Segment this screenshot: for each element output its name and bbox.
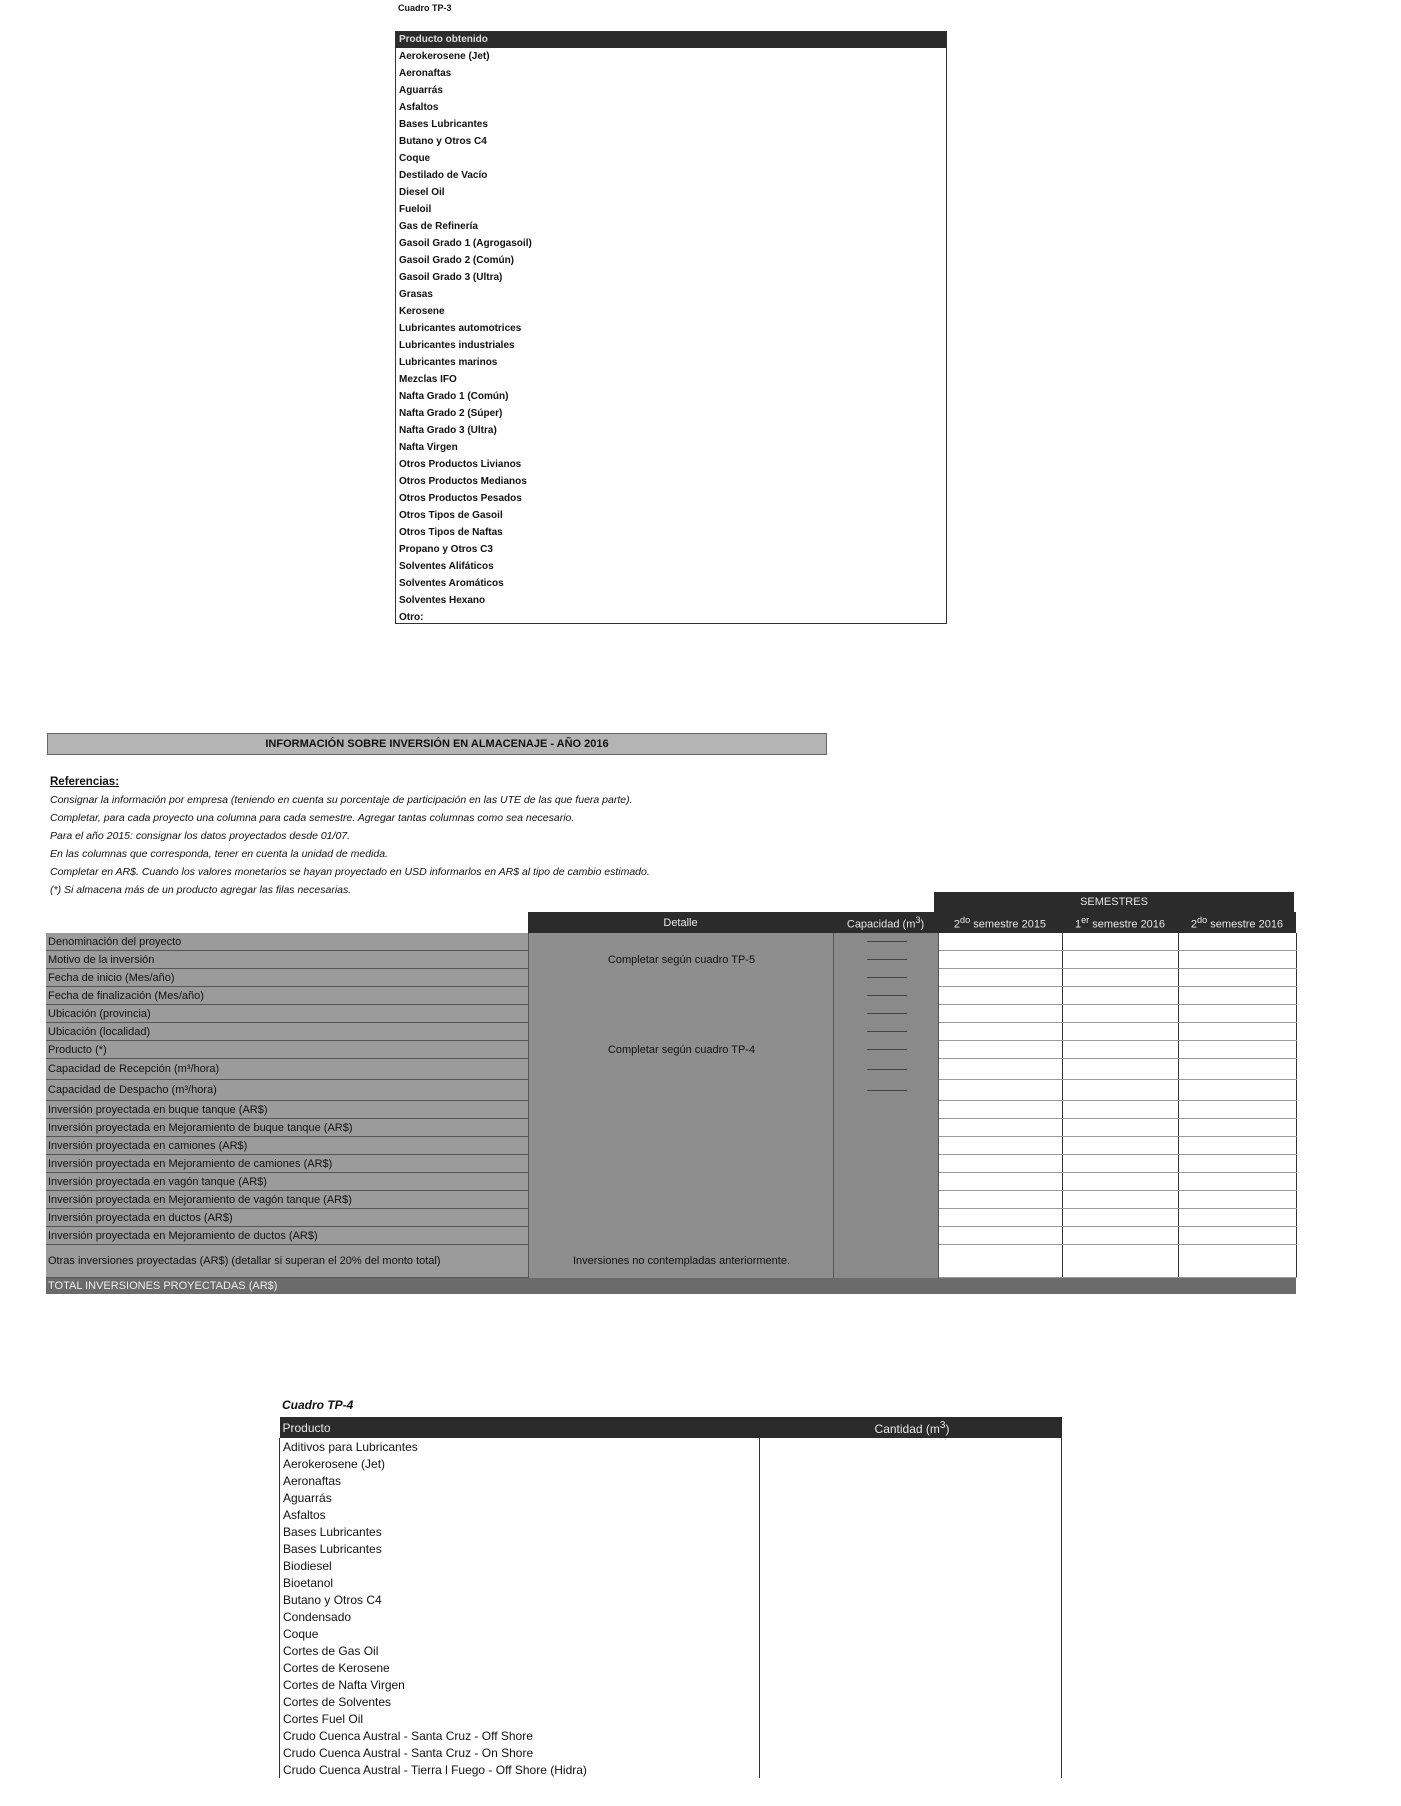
semester-input-cell[interactable] (1178, 1005, 1296, 1023)
tp4-row (280, 1472, 1062, 1489)
inversion-row (46, 1101, 1296, 1119)
row-detalle (528, 1191, 833, 1209)
semester-input-cell[interactable] (1062, 1119, 1178, 1137)
semester-input-cell[interactable] (1178, 1137, 1296, 1155)
inversion-row (46, 951, 1296, 969)
tp3-item: Butano y Otros C4 (399, 136, 487, 147)
semester-input-cell[interactable] (938, 1041, 1062, 1059)
semester-input-cell[interactable] (938, 1137, 1062, 1155)
semester-input-cell[interactable] (1062, 1155, 1178, 1173)
row-detalle (528, 1023, 833, 1041)
semester-input-cell[interactable] (1178, 1209, 1296, 1227)
row-detalle (528, 1059, 833, 1080)
total-row (46, 1278, 1296, 1295)
tp3-item: Bases Lubricantes (399, 119, 488, 130)
tp4-product: Crudo Cuenca Austral - Santa Cruz - On Shore (280, 1744, 760, 1761)
tp4-row (280, 1591, 1062, 1608)
row-label: Inversión proyectada en vagón tanque (AR$) (46, 1173, 528, 1191)
total-cell (938, 1278, 1062, 1295)
tp4-header-cantidad: Cantidad $(m^3)$ (760, 1417, 1062, 1438)
column-capacidad: Capacidad $(m^3)$ (833, 912, 938, 933)
tp4-product: Aeronaftas (280, 1472, 760, 1489)
semester-input-cell[interactable] (938, 1209, 1062, 1227)
semester-input-cell[interactable] (1062, 1173, 1178, 1191)
tp4-quantity-cell[interactable] (760, 1727, 1062, 1744)
tp4-row (280, 1693, 1062, 1710)
semester-input-cell[interactable] (938, 1245, 1062, 1278)
inversion-row (46, 1023, 1296, 1041)
inversion-row (46, 1191, 1296, 1209)
tp4-quantity-cell[interactable] (760, 1557, 1062, 1574)
row-detalle: Completar según cuadro TP-4 (528, 1041, 833, 1059)
semestres-header: SEMESTRES (934, 892, 1294, 912)
tp4-row (280, 1557, 1062, 1574)
tp3-item: Gasoil Grado 1 (Agrogasoil) (399, 238, 532, 249)
tp3-item: Solventes Hexano (399, 595, 486, 606)
reference-line: Consignar la información por empresa (teniendo en cuenta su porcentaje de participación en las UTE de las que fuera parte). (50, 794, 633, 806)
tp4-table (279, 1417, 1062, 1778)
references-block (50, 773, 950, 899)
semester-input-cell[interactable] (1178, 1023, 1296, 1041)
semester-input-cell[interactable] (938, 1005, 1062, 1023)
tp3-item: Otros Tipos de Naftas (399, 527, 503, 538)
semester-input-cell[interactable] (938, 1227, 1062, 1245)
tp4-row (280, 1625, 1062, 1642)
tp4-row (280, 1744, 1062, 1761)
row-capacidad (833, 969, 938, 987)
row-detalle (528, 969, 833, 987)
row-label: Ubicación (localidad) (46, 1023, 528, 1041)
tp4-product: Condensado (280, 1608, 760, 1625)
inversion-row (46, 1059, 1296, 1080)
row-capacidad (833, 1101, 938, 1119)
tp4-quantity-cell[interactable] (760, 1659, 1062, 1676)
tp3-item: Kerosene (399, 306, 445, 317)
total-cell (1178, 1278, 1296, 1295)
tp4-row (280, 1608, 1062, 1625)
row-label: Inversión proyectada en ductos (AR$) (46, 1209, 528, 1227)
total-cell (833, 1278, 938, 1295)
tp4-quantity-cell[interactable] (760, 1642, 1062, 1659)
tp3-item: Nafta Grado 2 (Súper) (399, 408, 503, 419)
tp3-item: Lubricantes marinos (399, 357, 498, 368)
row-detalle (528, 1137, 833, 1155)
row-detalle (528, 987, 833, 1005)
inversion-row (46, 1137, 1296, 1155)
tp4-product: Bases Lubricantes (280, 1540, 760, 1557)
row-capacidad (833, 1041, 938, 1059)
reference-line: Completar en AR$. Cuando los valores monetarios se hayan proyectado en USD informarlos en AR$ al tipo de cambio estimado. (50, 866, 650, 878)
tp4-quantity-cell[interactable] (760, 1625, 1062, 1642)
semester-input-cell[interactable] (1178, 951, 1296, 969)
inversion-row (46, 1245, 1296, 1278)
row-label: Inversión proyectada en Mejoramiento de ductos (AR$) (46, 1227, 528, 1245)
semester-input-cell[interactable] (1062, 969, 1178, 987)
row-capacidad (833, 1209, 938, 1227)
semester-input-cell[interactable] (1062, 933, 1178, 951)
tp3-title: Cuadro TP-3 (398, 3, 452, 13)
semester-input-cell[interactable] (1062, 987, 1178, 1005)
tp3-item: Fueloil (399, 204, 432, 215)
semester-input-cell[interactable] (1178, 1101, 1296, 1119)
row-label: Inversión proyectada en camiones (AR$) (46, 1137, 528, 1155)
semester-input-cell[interactable] (1062, 1041, 1178, 1059)
tp4-row (280, 1642, 1062, 1659)
tp3-item: Solventes Aromáticos (399, 578, 504, 589)
tp3-list (396, 48, 946, 626)
tp4-product: Biodiesel (280, 1557, 760, 1574)
total-label: TOTAL INVERSIONES PROYECTADAS (AR$) (46, 1278, 528, 1295)
row-label: Ubicación (provincia) (46, 1005, 528, 1023)
row-detalle (528, 1227, 833, 1245)
semester-input-cell[interactable] (1062, 1005, 1178, 1023)
tp3-table (395, 31, 947, 624)
semester-input-cell[interactable] (1178, 1227, 1296, 1245)
row-label: Denominación del proyecto (46, 933, 528, 951)
tp3-item: Asfaltos (399, 102, 439, 113)
tp3-item: Coque (399, 153, 431, 164)
row-capacidad (833, 1191, 938, 1209)
row-detalle (528, 1005, 833, 1023)
tp3-item: Otro: (399, 612, 424, 623)
tp4-row (280, 1761, 1062, 1778)
row-detalle: Inversiones no contempladas anteriormente. (528, 1245, 833, 1278)
tp4-product: Crudo Cuenca Austral - Tierra l Fuego - Off Shore (Hidra) (280, 1761, 760, 1778)
semester-input-cell[interactable] (1062, 1191, 1178, 1209)
row-label: Inversión proyectada en Mejoramiento de vagón tanque (AR$) (46, 1191, 528, 1209)
inversion-row (46, 1080, 1296, 1101)
inversion-banner: INFORMACIÓN SOBRE INVERSIÓN EN ALMACENAJE - AÑO 2016 (47, 733, 827, 755)
tp4-header-producto: Producto (280, 1417, 760, 1438)
row-label: Fecha de finalización (Mes/año) (46, 987, 528, 1005)
tp4-quantity-cell[interactable] (760, 1455, 1062, 1472)
semester-input-cell[interactable] (938, 951, 1062, 969)
row-label: Fecha de inicio (Mes/año) (46, 969, 528, 987)
tp4-product: Asfaltos (280, 1506, 760, 1523)
semester-input-cell[interactable] (938, 1173, 1062, 1191)
tp3-item: Aerokerosene (Jet) (399, 51, 490, 62)
tp4-product: Cortes Fuel Oil (280, 1710, 760, 1727)
tp3-item: Nafta Grado 1 (Común) (399, 391, 509, 402)
row-capacidad (833, 1155, 938, 1173)
tp4-row (280, 1540, 1062, 1557)
semester-input-cell[interactable] (1062, 1245, 1178, 1278)
inversion-table (46, 912, 1297, 1294)
semester-input-cell[interactable] (1178, 1191, 1296, 1209)
row-capacidad (833, 951, 938, 969)
semester-input-cell[interactable] (1178, 1155, 1296, 1173)
tp3-item: Propano y Otros C3 (399, 544, 493, 555)
tp3-item: Gasoil Grado 2 (Común) (399, 255, 515, 266)
semester-input-cell[interactable] (938, 1023, 1062, 1041)
tp4-product: Cortes de Solventes (280, 1693, 760, 1710)
tp3-item: Aguarrás (399, 85, 443, 96)
tp4-row (280, 1727, 1062, 1744)
tp3-item: Mezclas IFO (399, 374, 457, 385)
row-detalle (528, 933, 833, 951)
tp4-row (280, 1523, 1062, 1540)
tp4-row (280, 1676, 1062, 1693)
row-capacidad (833, 1245, 938, 1278)
tp3-item: Otros Productos Pesados (399, 493, 522, 504)
semester-input-cell[interactable] (1178, 1119, 1296, 1137)
semester-input-cell[interactable] (1062, 1080, 1178, 1101)
semester-input-cell[interactable] (938, 987, 1062, 1005)
tp4-quantity-cell[interactable] (760, 1574, 1062, 1591)
tp3-item: Gasoil Grado 3 (Ultra) (399, 272, 503, 283)
inversion-row (46, 1209, 1296, 1227)
tp4-row (280, 1489, 1062, 1506)
row-detalle (528, 1173, 833, 1191)
semester-input-cell[interactable] (1178, 1080, 1296, 1101)
row-label: Producto (*) (46, 1041, 528, 1059)
semester-input-cell[interactable] (938, 1119, 1062, 1137)
semester-input-cell[interactable] (1062, 1059, 1178, 1080)
tp3-item: Otros Productos Livianos (399, 459, 522, 470)
inversion-row (46, 1119, 1296, 1137)
row-capacidad (833, 1059, 938, 1080)
semester-input-cell[interactable] (1062, 1023, 1178, 1041)
tp3-item: Grasas (399, 289, 433, 300)
row-label: Inversión proyectada en buque tanque (AR$) (46, 1101, 528, 1119)
row-detalle (528, 1080, 833, 1101)
semester-input-cell[interactable] (1062, 1209, 1178, 1227)
tp3-header: Producto obtenido (396, 32, 946, 48)
semester-input-cell[interactable] (938, 933, 1062, 951)
row-capacidad (833, 1023, 938, 1041)
row-detalle (528, 1209, 833, 1227)
tp4-quantity-cell[interactable] (760, 1676, 1062, 1693)
row-capacidad (833, 987, 938, 1005)
tp3-item: Gas de Refinería (399, 221, 478, 232)
tp4-quantity-cell[interactable] (760, 1761, 1062, 1778)
semester-input-cell[interactable] (1062, 1137, 1178, 1155)
tp3-item: Nafta Grado 3 (Ultra) (399, 425, 497, 436)
tp4-quantity-cell[interactable] (760, 1710, 1062, 1727)
tp4-quantity-cell[interactable] (760, 1540, 1062, 1557)
tp4-row (280, 1455, 1062, 1472)
row-capacidad (833, 933, 938, 951)
inversion-row (46, 1041, 1296, 1059)
semester-input-cell[interactable] (1178, 969, 1296, 987)
column-sem-2015-2: $2^{do}$ semestre 2015 (938, 912, 1062, 933)
semester-input-cell[interactable] (938, 1080, 1062, 1101)
row-capacidad (833, 1137, 938, 1155)
row-label: Capacidad de Despacho (m³/hora) (46, 1080, 528, 1101)
reference-line: Completar, para cada proyecto una columna para cada semestre. Agregar tantas columnas como sea necesario. (50, 812, 575, 824)
reference-line: (*) Si almacena más de un producto agregar las filas necesarias. (50, 884, 352, 896)
tp4-quantity-cell[interactable] (760, 1472, 1062, 1489)
tp4-product: Butano y Otros C4 (280, 1591, 760, 1608)
semester-input-cell[interactable] (1178, 1245, 1296, 1278)
tp4-row (280, 1438, 1062, 1455)
row-label: Otras inversiones proyectadas (AR$) (detallar si superan el 20% del monto total) (46, 1245, 528, 1278)
tp4-quantity-cell[interactable] (760, 1523, 1062, 1540)
inversion-row (46, 1155, 1296, 1173)
inversion-row (46, 1173, 1296, 1191)
row-capacidad (833, 1005, 938, 1023)
tp4-row (280, 1506, 1062, 1523)
tp4-quantity-cell[interactable] (760, 1591, 1062, 1608)
tp4-row (280, 1710, 1062, 1727)
row-label: Motivo de la inversión (46, 951, 528, 969)
inversion-row (46, 969, 1296, 987)
semester-input-cell[interactable] (1062, 1101, 1178, 1119)
tp4-quantity-cell[interactable] (760, 1506, 1062, 1523)
tp4-product: Cortes de Kerosene (280, 1659, 760, 1676)
tp3-item: Aeronaftas (399, 68, 452, 79)
tp3-item: Solventes Alifáticos (399, 561, 494, 572)
row-detalle (528, 1119, 833, 1137)
tp4-quantity-cell[interactable] (760, 1608, 1062, 1625)
tp4-product: Bioetanol (280, 1574, 760, 1591)
inversion-row (46, 1005, 1296, 1023)
references-title: Referencias: (50, 776, 120, 788)
semester-input-cell[interactable] (1062, 951, 1178, 969)
row-label: Capacidad de Recepción (m³/hora) (46, 1059, 528, 1080)
reference-line: En las columnas que corresponda, tener en cuenta la unidad de medida. (50, 848, 388, 860)
row-detalle (528, 1155, 833, 1173)
row-label: Inversión proyectada en Mejoramiento de camiones (AR$) (46, 1155, 528, 1173)
semester-input-cell[interactable] (938, 969, 1062, 987)
tp4-row (280, 1574, 1062, 1591)
blank-header-cell (46, 912, 528, 933)
semester-input-cell[interactable] (1178, 1059, 1296, 1080)
column-sem-2016-1: 1er semestre 2016 (1062, 912, 1178, 933)
tp4-quantity-cell[interactable] (760, 1489, 1062, 1506)
total-cell (1062, 1278, 1178, 1295)
row-capacidad (833, 1227, 938, 1245)
semester-input-cell[interactable] (1178, 1041, 1296, 1059)
tp4-product: Cortes de Gas Oil (280, 1642, 760, 1659)
row-capacidad (833, 1080, 938, 1101)
row-capacidad (833, 1119, 938, 1137)
semester-input-cell[interactable] (938, 1101, 1062, 1119)
inversion-row (46, 933, 1296, 951)
tp4-quantity-cell[interactable] (760, 1693, 1062, 1710)
tp3-item: Otros Tipos de Gasoil (399, 510, 503, 521)
semester-input-cell[interactable] (1178, 1173, 1296, 1191)
tp4-product: Aditivos para Lubricantes (280, 1438, 760, 1455)
tp3-item: Nafta Virgen (399, 442, 458, 453)
column-sem-2016-2: $2^{do}$ semestre 2016 (1178, 912, 1296, 933)
tp4-product: Crudo Cuenca Austral - Santa Cruz - Off Shore (280, 1727, 760, 1744)
tp3-item: Otros Productos Medianos (399, 476, 527, 487)
tp3-item: Diesel Oil (399, 187, 445, 198)
tp4-title: Cuadro TP-4 (282, 1398, 354, 1412)
reference-line: Para el año 2015: consignar los datos proyectados desde 01/07. (50, 830, 351, 842)
row-label: Inversión proyectada en Mejoramiento de buque tanque (AR$) (46, 1119, 528, 1137)
row-detalle (528, 1101, 833, 1119)
tp4-quantity-cell[interactable] (760, 1744, 1062, 1761)
inversion-row (46, 1227, 1296, 1245)
tp3-item: Lubricantes industriales (399, 340, 515, 351)
tp3-item: Lubricantes automotrices (399, 323, 522, 334)
tp4-quantity-cell[interactable] (760, 1438, 1062, 1455)
tp4-product: Aerokerosene (Jet) (280, 1455, 760, 1472)
row-detalle: Completar según cuadro TP-5 (528, 951, 833, 969)
column-detalle: Detalle (528, 912, 833, 933)
inversion-row (46, 987, 1296, 1005)
tp4-product: Cortes de Nafta Virgen (280, 1676, 760, 1693)
tp4-row (280, 1659, 1062, 1676)
row-capacidad (833, 1173, 938, 1191)
semester-input-cell[interactable] (1178, 933, 1296, 951)
tp4-product: Coque (280, 1625, 760, 1642)
semester-input-cell[interactable] (938, 1059, 1062, 1080)
semester-input-cell[interactable] (938, 1191, 1062, 1209)
semester-input-cell[interactable] (938, 1155, 1062, 1173)
tp4-product: Aguarrás (280, 1489, 760, 1506)
total-cell (528, 1278, 833, 1295)
tp3-item: Destilado de Vacío (399, 170, 488, 181)
tp4-product: Bases Lubricantes (280, 1523, 760, 1540)
semester-input-cell[interactable] (1178, 987, 1296, 1005)
semester-input-cell[interactable] (1062, 1227, 1178, 1245)
